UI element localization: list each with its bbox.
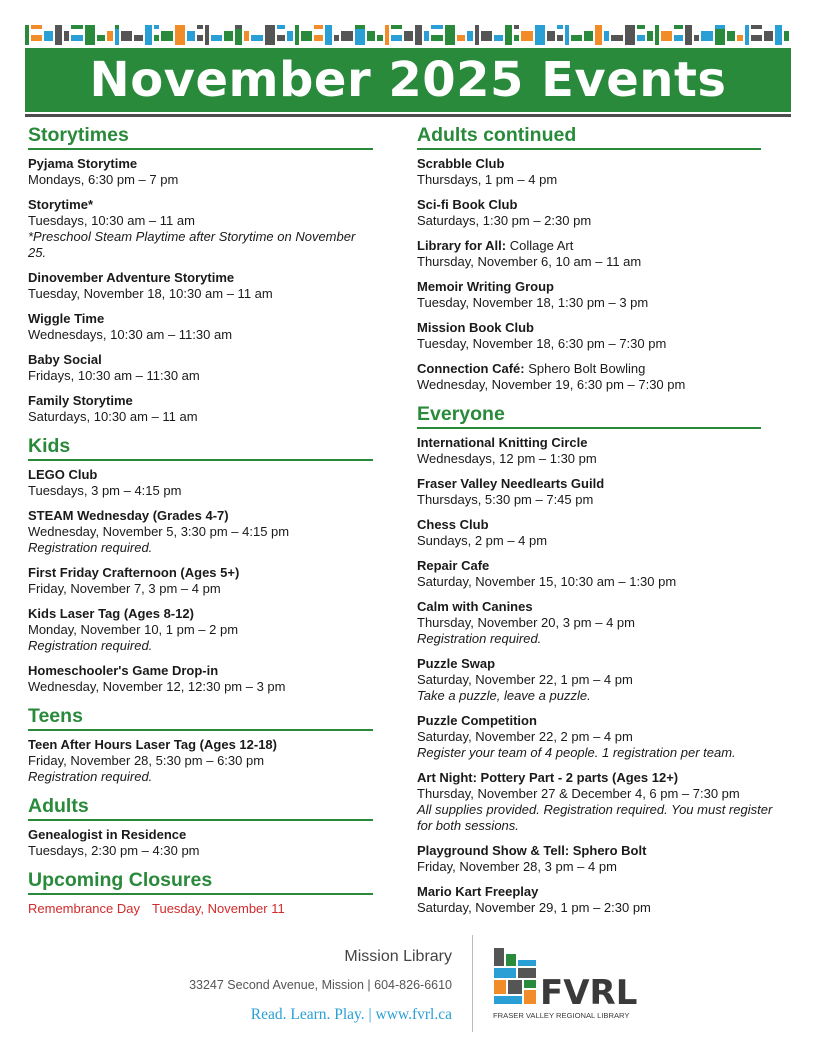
event-item <box>417 884 787 916</box>
footer-divider <box>472 935 473 1032</box>
event-detail: Thursday, November 27 & December 4, 6 pm – 7:30 pm <box>417 786 740 801</box>
event-title: LEGO Club <box>28 467 98 482</box>
section-heading: Storytimes <box>28 123 373 150</box>
event-title: Mario Kart Freeplay <box>417 884 539 899</box>
event-item <box>28 827 373 859</box>
closure-date: Tuesday, November 11 <box>152 901 285 916</box>
tagline-link[interactable]: Read. Learn. Play. | www.fvrl.ca <box>250 1006 452 1023</box>
event-title: Teen After Hours Laser Tag (Ages 12-18) <box>28 737 277 752</box>
event-item <box>417 197 787 229</box>
event-title: Repair Cafe <box>417 558 490 573</box>
library-name: Mission Library <box>344 948 452 965</box>
event-title: STEAM Wednesday (Grades 4-7) <box>28 508 229 523</box>
event-item <box>28 467 373 499</box>
banner-rule <box>25 114 791 117</box>
event-detail: Thursday, November 6, 10 am – 11 am <box>417 254 642 269</box>
event-item <box>417 156 787 188</box>
event-detail: Friday, November 28, 3 pm – 4 pm <box>417 859 617 874</box>
event-detail: Saturdays, 1:30 pm – 2:30 pm <box>417 213 592 228</box>
event-item <box>28 352 373 384</box>
event-item <box>28 663 373 695</box>
section-heading: Adults <box>28 794 373 821</box>
event-detail: Thursdays, 1 pm – 4 pm <box>417 172 558 187</box>
event-item <box>28 606 373 654</box>
event-item <box>417 361 787 393</box>
logo-subtext: FRASER VALLEY REGIONAL LIBRARY <box>493 1011 630 1020</box>
event-title: Homeschooler's Game Drop-in <box>28 663 219 678</box>
event-note: Registration required. <box>28 540 153 555</box>
title-banner <box>25 48 791 112</box>
event-detail: Tuesday, November 18, 10:30 am – 11 am <box>28 286 273 301</box>
event-subtitle: Collage Art <box>509 238 574 253</box>
event-title: Pyjama Storytime <box>28 156 138 171</box>
event-title: Library for All: <box>417 238 507 253</box>
event-item <box>28 508 373 556</box>
event-title: Kids Laser Tag (Ages 8-12) <box>28 606 194 621</box>
event-detail: Fridays, 10:30 am – 11:30 am <box>28 368 200 383</box>
event-detail: Wednesday, November 5, 3:30 pm – 4:15 pm <box>28 524 290 539</box>
event-title: Sci-fi Book Club <box>417 197 518 212</box>
event-title: Connection Café: <box>417 361 525 376</box>
event-detail: Tuesday, November 18, 6:30 pm – 7:30 pm <box>417 336 667 351</box>
event-note: *Preschool Steam Playtime after Storytime on November 25. <box>28 229 356 260</box>
section-heading: Kids <box>28 434 373 461</box>
section-heading: Teens <box>28 704 373 731</box>
left-column <box>28 118 373 917</box>
event-item <box>417 320 787 352</box>
closure-name: Remembrance Day <box>28 901 140 916</box>
event-item <box>417 435 787 467</box>
event-title: Scrabble Club <box>417 156 505 171</box>
event-note: All supplies provided. Registration required. You must register for both sessions. <box>417 802 773 833</box>
event-note: Registration required. <box>417 631 542 646</box>
section-heading: Everyone <box>417 402 761 429</box>
event-item <box>417 656 787 704</box>
event-detail: Sundays, 2 pm – 4 pm <box>417 533 548 548</box>
event-note: Take a puzzle, leave a puzzle. <box>417 688 591 703</box>
event-subtitle: Sphero Bolt Bowling <box>528 361 646 376</box>
event-detail: Monday, November 10, 1 pm – 2 pm <box>28 622 239 637</box>
event-title: Dinovember Adventure Storytime <box>28 270 235 285</box>
event-title: Art Night: Pottery Part - 2 parts (Ages 12+) <box>417 770 679 785</box>
event-item <box>417 770 787 834</box>
event-detail: Tuesdays, 10:30 am – 11 am <box>28 213 195 228</box>
event-note: Registration required. <box>28 769 153 784</box>
event-detail: Friday, November 7, 3 pm – 4 pm <box>28 581 221 596</box>
event-title: Mission Book Club <box>417 320 534 335</box>
logo-wordmark: FVRL <box>540 973 638 1013</box>
event-item <box>28 565 373 597</box>
event-title: Genealogist in Residence <box>28 827 187 842</box>
event-title: Storytime* <box>28 197 94 212</box>
right-column <box>417 118 787 925</box>
event-detail: Saturdays, 10:30 am – 11 am <box>28 409 198 424</box>
event-title: International Knitting Circle <box>417 435 588 450</box>
event-detail: Saturday, November 22, 2 pm – 4 pm <box>417 729 633 744</box>
event-detail: Wednesdays, 12 pm – 1:30 pm <box>417 451 597 466</box>
event-detail: Tuesday, November 18, 1:30 pm – 3 pm <box>417 295 649 310</box>
event-detail: Thursdays, 5:30 pm – 7:45 pm <box>417 492 594 507</box>
event-item <box>417 599 787 647</box>
event-detail: Wednesday, November 19, 6:30 pm – 7:30 pm <box>417 377 686 392</box>
closure-item <box>28 901 373 917</box>
event-item <box>417 476 787 508</box>
event-title: Calm with Canines <box>417 599 533 614</box>
event-detail: Thursday, November 20, 3 pm – 4 pm <box>417 615 635 630</box>
event-detail: Saturday, November 29, 1 pm – 2:30 pm <box>417 900 651 915</box>
event-detail: Saturday, November 22, 1 pm – 4 pm <box>417 672 633 687</box>
event-item <box>28 156 373 188</box>
event-note: Register your team of 4 people. 1 registration per team. <box>417 745 736 760</box>
event-title: Fraser Valley Needlearts Guild <box>417 476 605 491</box>
event-title: First Friday Crafternoon (Ages 5+) <box>28 565 240 580</box>
event-detail: Tuesdays, 2:30 pm – 4:30 pm <box>28 843 200 858</box>
event-item <box>417 713 787 761</box>
decorative-pattern-strip <box>25 25 791 45</box>
event-title: Wiggle Time <box>28 311 105 326</box>
event-title: Playground Show & Tell: Sphero Bolt <box>417 843 647 858</box>
event-item <box>28 393 373 425</box>
event-item <box>28 270 373 302</box>
library-address: 33247 Second Avenue, Mission | 604-826-6610 <box>189 978 452 992</box>
event-title: Chess Club <box>417 517 489 532</box>
event-item <box>417 843 787 875</box>
event-detail: Wednesday, November 12, 12:30 pm – 3 pm <box>28 679 286 694</box>
event-item <box>28 311 373 343</box>
event-detail: Friday, November 28, 5:30 pm – 6:30 pm <box>28 753 265 768</box>
event-item <box>417 238 787 270</box>
event-detail: Mondays, 6:30 pm – 7 pm <box>28 172 179 187</box>
fvrl-logo <box>492 948 672 1024</box>
event-note: Registration required. <box>28 638 153 653</box>
event-item <box>28 197 373 261</box>
event-detail: Saturday, November 15, 10:30 am – 1:30 pm <box>417 574 677 589</box>
event-title: Family Storytime <box>28 393 133 408</box>
section-heading: Adults continued <box>417 123 761 150</box>
event-title: Memoir Writing Group <box>417 279 554 294</box>
event-item <box>417 558 787 590</box>
page-title: November 2025 Events <box>89 52 727 108</box>
event-item <box>417 517 787 549</box>
event-title: Puzzle Competition <box>417 713 537 728</box>
event-title: Baby Social <box>28 352 102 367</box>
event-detail: Wednesdays, 10:30 am – 11:30 am <box>28 327 233 342</box>
event-detail: Tuesdays, 3 pm – 4:15 pm <box>28 483 182 498</box>
closures-heading: Upcoming Closures <box>28 868 373 895</box>
event-item <box>417 279 787 311</box>
event-item <box>28 737 373 785</box>
footer-contact <box>100 944 452 1030</box>
event-title: Puzzle Swap <box>417 656 496 671</box>
